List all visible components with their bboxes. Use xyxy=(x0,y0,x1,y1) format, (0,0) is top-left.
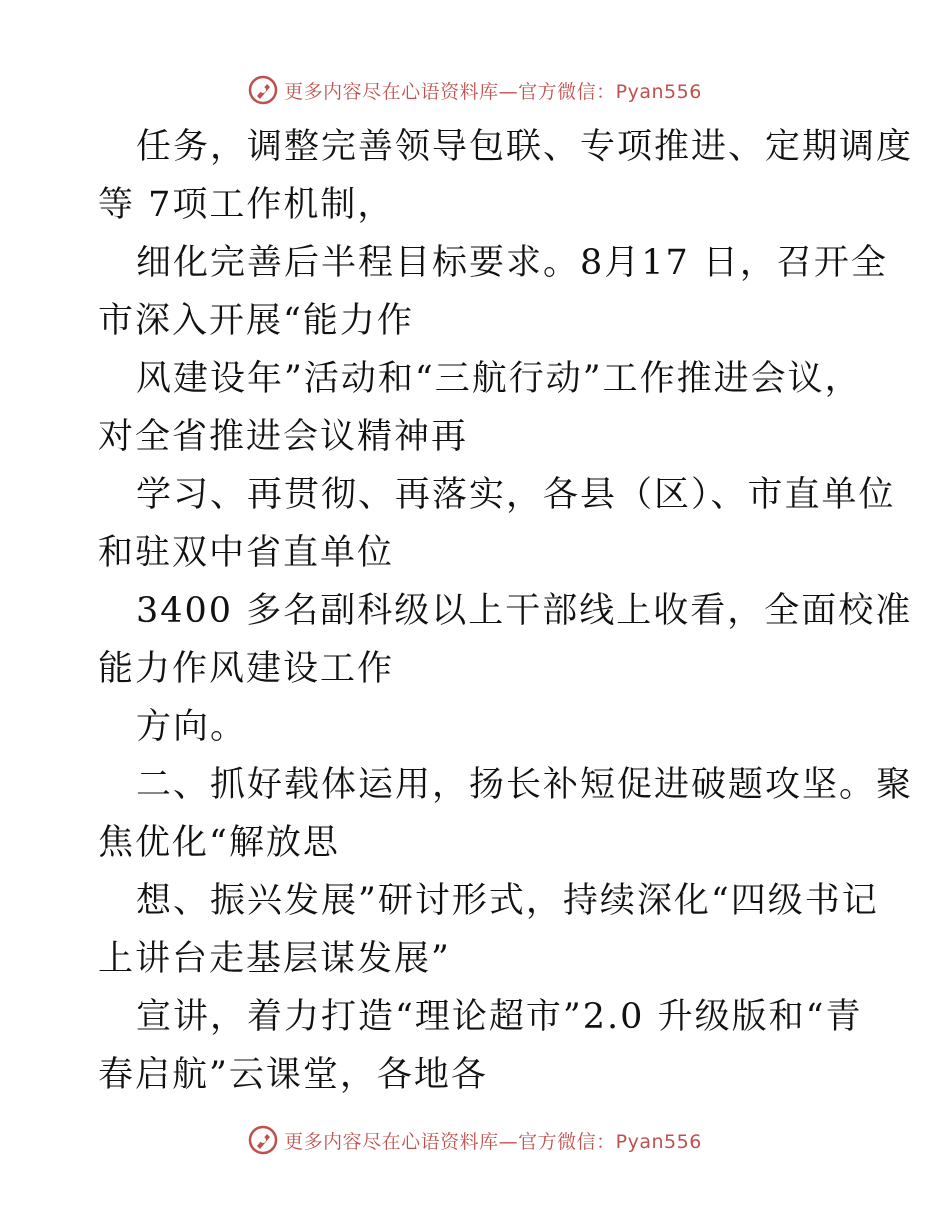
pen-logo-icon xyxy=(248,75,278,105)
body-line: 3400 多名副科级以上干部线上收看，全面校准 xyxy=(136,591,913,631)
body-line: 上讲台走基层谋发展” xyxy=(98,939,451,979)
header-banner-text: 更多内容尽在心语资料库—官方微信：Pyan556 xyxy=(284,80,702,103)
body-line: 风建设年”活动和“三航行动”工作推进会议， xyxy=(136,359,862,399)
body-line: 和驻双中省直单位 xyxy=(98,533,395,573)
body-line: 春启航”云课堂，各地各 xyxy=(98,1055,488,1095)
body-line: 等 7项工作机制， xyxy=(98,185,395,225)
body-line: 能力作风建设工作 xyxy=(98,649,395,689)
body-line: 任务，调整完善领导包联、专项推进、定期调度 xyxy=(136,127,914,167)
body-line: 对全省推进会议精神再 xyxy=(98,417,469,457)
body-line: 焦优化“解放思 xyxy=(98,823,340,863)
body-line: 学习、再贯彻、再落实，各县（区）、市直单位 xyxy=(136,475,896,515)
body-line: 细化完善后半程目标要求。8月17 日，召开全 xyxy=(136,243,888,283)
body-line: 宣讲，着力打造“理论超市”2.0 升级版和“青 xyxy=(136,997,863,1037)
footer-banner-text: 更多内容尽在心语资料库—官方微信：Pyan556 xyxy=(284,1130,702,1153)
document-body xyxy=(98,118,914,1104)
pen-logo-icon xyxy=(248,1125,278,1155)
body-line: 二、抓好载体运用，扬长补短促进破题攻坚。聚 xyxy=(136,765,914,805)
header-banner xyxy=(0,70,950,110)
body-line: 方向。 xyxy=(136,707,248,747)
body-line: 想、振兴发展”研讨形式，持续深化“四级书记 xyxy=(136,881,879,921)
footer-banner xyxy=(0,1120,950,1160)
body-line: 市深入开展“能力作 xyxy=(98,301,414,341)
